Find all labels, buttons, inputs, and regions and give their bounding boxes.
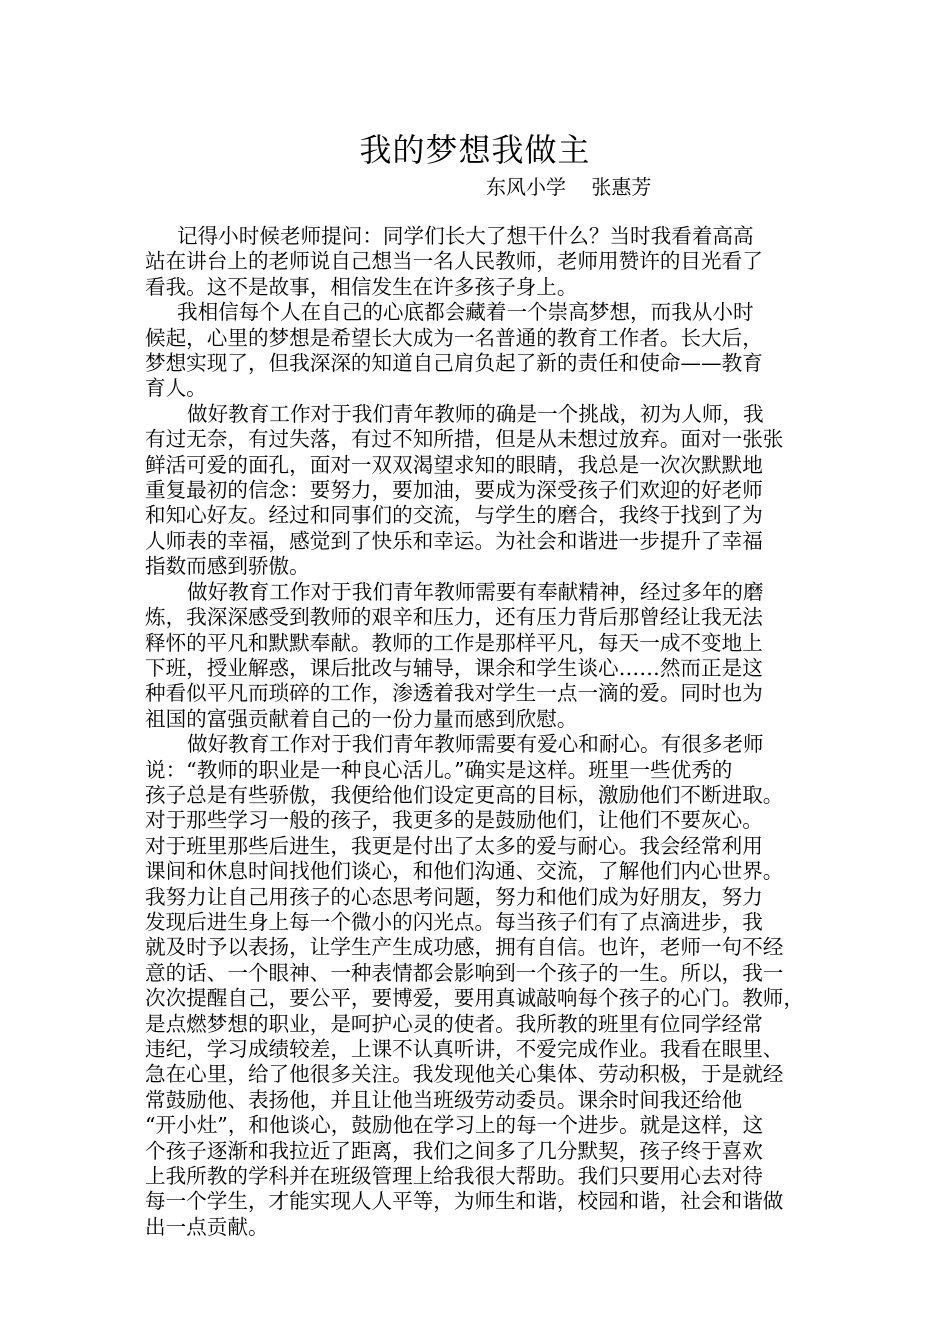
text-line: 炼，我深深感受到教师的艰辛和压力，还有压力背后那曾经让我无法 (145, 605, 763, 630)
text-line: 上我所教的学科并在班级管理上给我很大帮助。我们只要用心去对待 (145, 1164, 763, 1189)
text-line: 意的话、一个眼神、一种表情都会影响到一个孩子的一生。所以，我一 (145, 960, 784, 985)
text-line: 做好教育工作对于我们青年教师需要有奉献精神，经过多年的磨 (187, 579, 764, 604)
text-line: 和知心好友。经过和同事们的交流，与学生的磨合，我终于找到了为 (145, 503, 763, 528)
text-line: 做好教育工作对于我们青年教师需要有爱心和耐心。有很多老师 (187, 732, 764, 757)
text-line: 看我。这不是故事，相信发生在许多孩子身上。 (145, 274, 578, 299)
author-byline: 东风小学 张惠芳 (486, 175, 652, 199)
paragraph (145, 732, 835, 1240)
text-line: 发现后进生身上每一个微小的闪光点。每当孩子们有了点滴进步，我 (145, 909, 763, 934)
text-line: 下班，授业解惑，课后批改与辅导，课余和学生谈心……然而正是这 (145, 655, 763, 680)
text-line: 次次提醒自己，要公平，要博爱，要用真诚敲响每个孩子的心门。教师， (145, 986, 804, 1011)
text-line: 说：“教师的职业是一种良心活儿。”确实是这样。班里一些优秀的 (145, 757, 733, 782)
text-line: 每一个学生，才能实现人人平等，为师生和谐，校园和谐，社会和谐做 (145, 1189, 784, 1214)
text-line: 是点燃梦想的职业，是呵护心灵的使者。我所教的班里有位同学经常 (145, 1011, 763, 1036)
text-line: 个孩子逐渐和我拉近了距离，我们之间多了几分默契，孩子终于喜欢 (145, 1138, 763, 1163)
text-line: 梦想实现了，但我深深的知道自己肩负起了新的责任和使命——教育 (145, 351, 763, 376)
text-line: 种看似平凡而琐碎的工作，渗透着我对学生一点一滴的爱。同时也为 (145, 681, 763, 706)
text-line: 就及时予以表扬，让学生产生成功感，拥有自信。也许，老师一句不经 (145, 935, 784, 960)
text-line: 对于那些学习一般的孩子，我更多的是鼓励他们，让他们不要灰心。 (145, 808, 763, 833)
text-line: 人师表的幸福，感觉到了快乐和幸运。为社会和谐进一步提升了幸福 (145, 528, 763, 553)
text-line: 我相信每个人在自己的心底都会藏着一个崇高梦想，而我从小时 (177, 300, 754, 325)
text-line: 鲜活可爱的面孔，面对一双双渴望求知的眼睛，我总是一次次默默地 (145, 452, 763, 477)
text-line: 常鼓励他、表扬他，并且让他当班级劳动委员。课余时间我还给他 (145, 1087, 743, 1112)
text-line: 做好教育工作对于我们青年教师的确是一个挑战，初为人师，我 (187, 401, 764, 426)
paragraph (145, 300, 835, 402)
text-line: 对于班里那些后进生，我更是付出了太多的爱与耐心。我会经常利用 (145, 833, 763, 858)
paragraph (145, 580, 835, 732)
paragraph (145, 224, 835, 300)
text-line: 释怀的平凡和默默奉献。教师的工作是那样平凡，每天一成不变地上 (145, 630, 763, 655)
text-line: 祖国的富强贡献着自己的一份力量而感到欣慰。 (145, 706, 578, 731)
text-line: 孩子总是有些骄傲，我便给他们设定更高的目标，激励他们不断进取。 (145, 782, 784, 807)
text-line: 违纪，学习成绩较差，上课不认真听讲，不爱完成作业。我看在眼里、 (145, 1037, 784, 1061)
text-line: 候起，心里的梦想是希望长大成为一名普通的教育工作者。长大后， (145, 325, 763, 350)
text-line: 有过无奈，有过失落，有过不知所措，但是从未想过放弃。面对一张张 (145, 427, 784, 452)
article-body (145, 224, 835, 1240)
text-line: 我努力让自己用孩子的心态思考问题，努力和他们成为好朋友，努力 (145, 884, 763, 909)
text-line: 课间和休息时间找他们谈心，和他们沟通、交流，了解他们内心世界。 (145, 859, 784, 884)
text-line: 指数而感到骄傲。 (145, 554, 310, 579)
page-title: 我的梦想我做主 (359, 131, 591, 169)
paragraph (145, 402, 835, 580)
text-line: 重复最初的信念：要努力，要加油，要成为深受孩子们欢迎的好老师 (145, 478, 763, 503)
text-line: 育人。 (145, 376, 207, 401)
text-line: 站在讲台上的老师说自己想当一名人民教师，老师用赞许的目光看了 (145, 249, 763, 274)
text-line: 记得小时候老师提问：同学们长大了想干什么？当时我看着高高 (177, 224, 754, 248)
text-line: 出一点贡献。 (145, 1214, 269, 1239)
text-line: 急在心里，给了他很多关注。我发现他关心集体、劳动积极，于是就经 (145, 1062, 784, 1087)
text-line: “开小灶”，和他谈心，鼓励他在学习上的每一个进步。就是这样，这 (145, 1113, 764, 1138)
